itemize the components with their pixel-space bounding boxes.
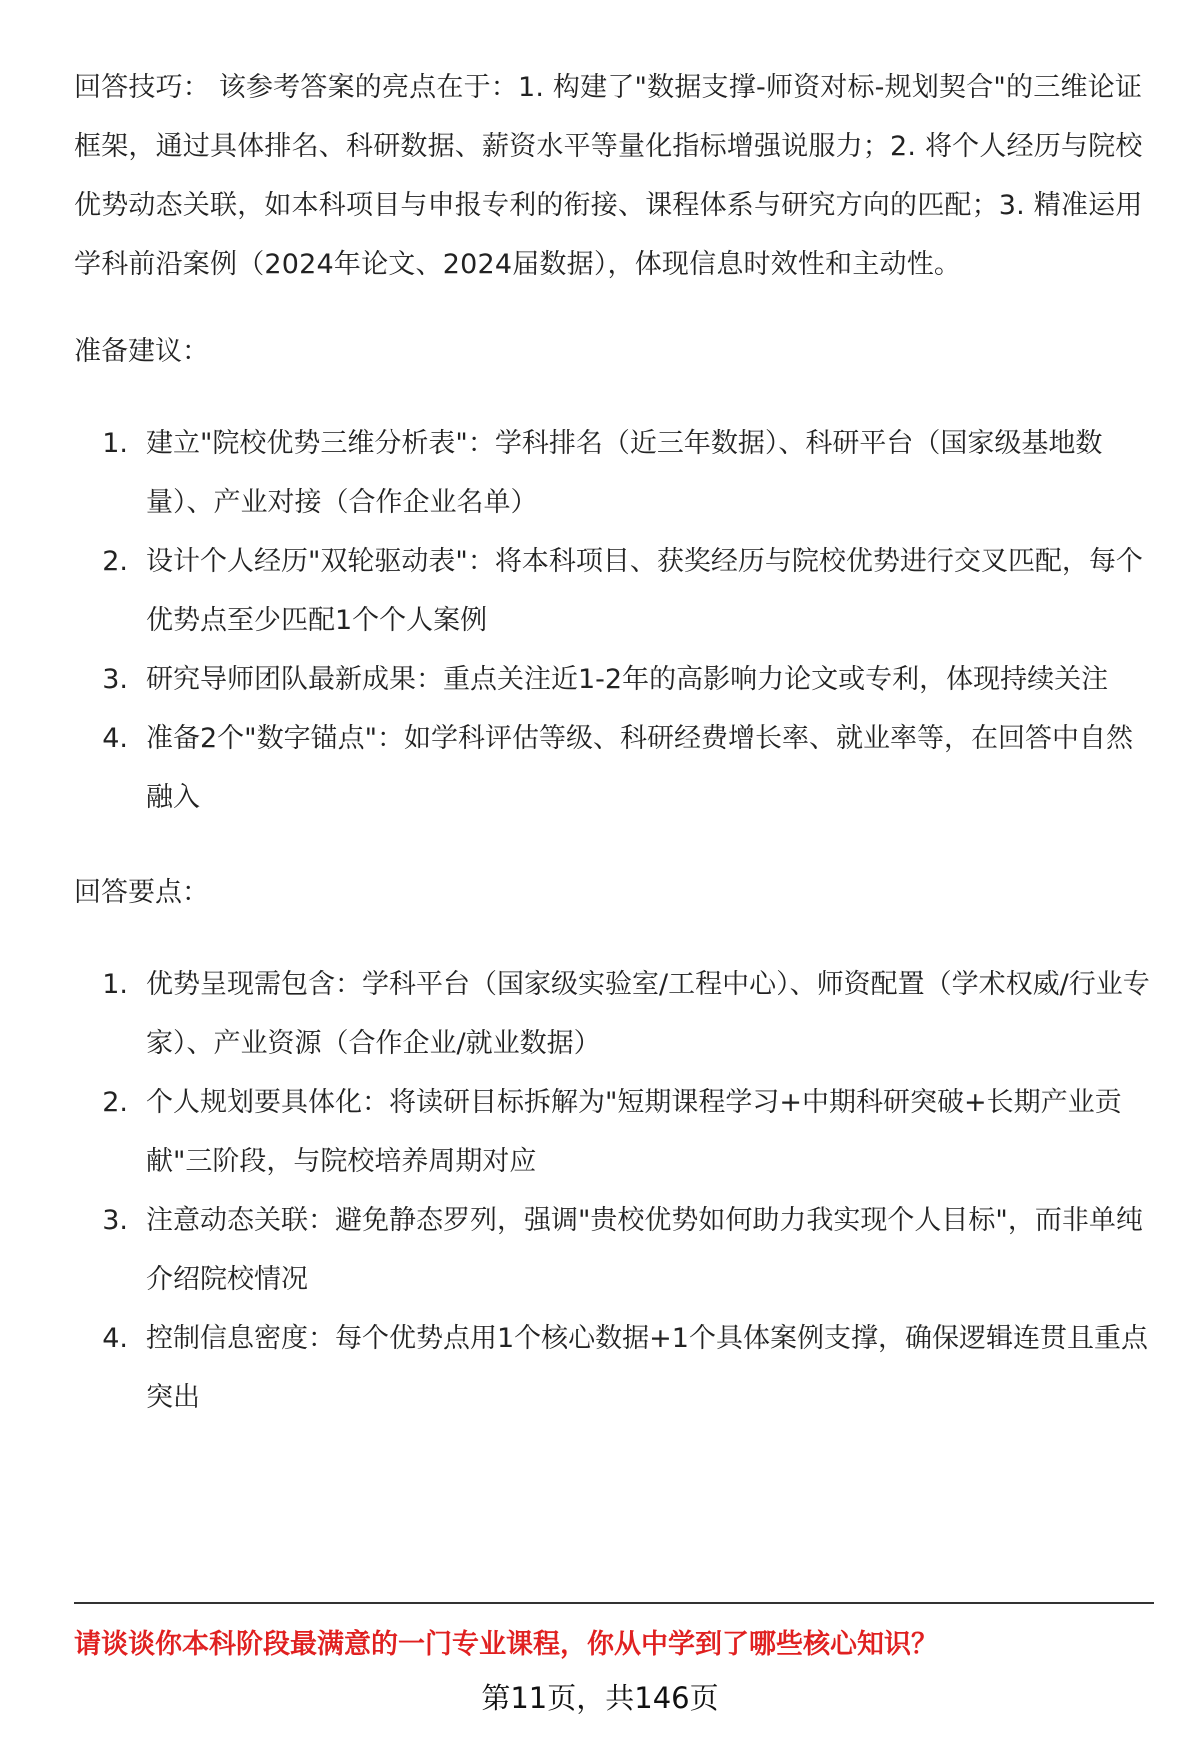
list-text: 准备2个"数字锚点"：如学科评估等级、科研经费增长率、就业率等，在回答中自然融入 [146,723,1134,813]
list-text: 建立"院校优势三维分析表"：学科排名（近三年数据）、科研平台（国家级基地数量）、产业对接（合作企业名单） [146,428,1103,518]
list-item [74,532,1154,650]
list-text: 设计个人经历"双轮驱动表"：将本科项目、获奖经历与院校优势进行交叉匹配，每个优势点至少匹配1个个人案例 [146,546,1143,636]
list-number: 3. [102,1205,128,1236]
list-number: 2. [102,546,128,577]
document-body [74,58,1154,1427]
list-text: 控制信息密度：每个优势点用1个核心数据+1个具体案例支撑，确保逻辑连贯且重点突出 [146,1323,1148,1413]
prep-list [74,414,1154,827]
list-text: 注意动态关联：避免静态罗列，强调"贵校优势如何助力我实现个人目标"，而非单纯介绍院校情况 [146,1205,1143,1295]
list-item [74,414,1154,532]
list-number: 1. [102,969,128,1000]
page-number: 第11页，共146页 [481,1681,719,1715]
list-item [74,1073,1154,1191]
prep-heading: 准备建议： [74,336,209,367]
list-text: 研究导师团队最新成果：重点关注近1-2年的高影响力论文或专利，体现持续关注 [146,664,1109,695]
list-item [74,650,1154,709]
list-item [74,955,1154,1073]
list-number: 4. [102,723,128,754]
points-list [74,955,1154,1427]
list-item [74,1309,1154,1427]
list-item [74,1191,1154,1309]
section-divider [74,1602,1154,1604]
list-text: 优势呈现需包含：学科平台（国家级实验室/工程中心）、师资配置（学术权威/行业专家）、产业资源（合作企业/就业数据） [146,969,1150,1059]
points-heading: 回答要点： [74,877,209,908]
answer-tips-label: 回答技巧： [74,72,210,103]
answer-tips-paragraph [74,58,1154,294]
list-number: 3. [102,664,128,695]
next-question-heading: 请谈谈你本科阶段最满意的一门专业课程，你从中学到了哪些核心知识？ [74,1629,938,1660]
list-number: 1. [102,428,128,459]
list-number: 2. [102,1087,128,1118]
list-text: 个人规划要具体化：将读研目标拆解为"短期课程学习+中期科研突破+长期产业贡献"三阶段，与院校培养周期对应 [146,1087,1122,1177]
list-number: 4. [102,1323,128,1354]
answer-tips-text: 该参考答案的亮点在于：1. 构建了"数据支撑-师资对标-规划契合"的三维论证框架，通过具体排名、科研数据、薪资水平等量化指标增强说服力；2. 将个人经历与院校优势动态关联，如本科项目与申报专利的衔接、课程体系与研究方向的匹配；3. 精准运用学科前沿案例（2024年论文、2024届数据），体现信息时效性和主动性。 [74,72,1143,280]
list-item [74,709,1154,827]
